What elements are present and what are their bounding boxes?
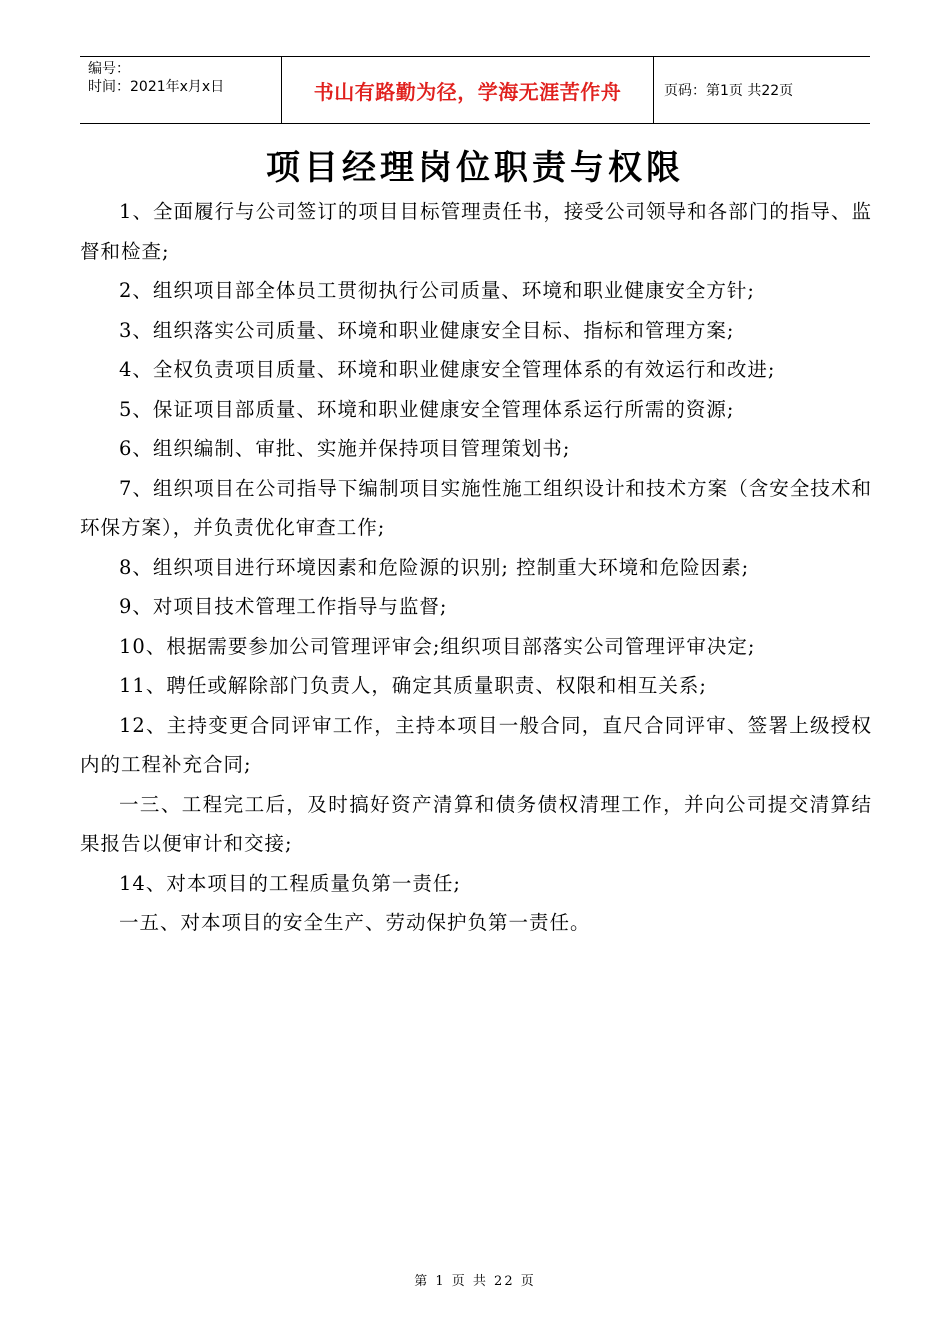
list-item: 6、组织编制、审批、实施并保持项目管理策划书; (119, 437, 571, 460)
list-item: 3、组织落实公司质量、环境和职业健康安全目标、指标和管理方案; (119, 318, 735, 342)
list-item: 一三、工程完工后，及时搞好资产清算和债务债权清理工作，并向公司提交清算结果报告以便审计和交接; (80, 792, 872, 855)
list-item: 11、聘任或解除部门负责人，确定其质量职责、权限和相互关系; (119, 674, 707, 697)
page-header (80, 56, 870, 124)
list-item: 10、根据需要参加公司管理评审会;组织项目部落实公司管理评审决定; (119, 634, 756, 658)
header-page-cell (654, 57, 870, 123)
document-time-label: 时间：2021年x月x日 (88, 79, 225, 95)
list-item: 2、组织项目部全体员工贯彻执行公司质量、环境和职业健康安全方针; (119, 279, 755, 302)
header-meta (80, 57, 282, 123)
header-motto-cell (282, 57, 654, 123)
header-motto: 书山有路勤为径，学海无涯苦作舟 (313, 79, 622, 104)
header-page-label: 页码：第1页 共22页 (664, 83, 794, 99)
responsibility-list (80, 192, 872, 943)
document-number-label: 编号： (88, 61, 130, 77)
list-item: 1、全面履行与公司签订的项目目标管理责任书，接受公司领导和各部门的指导、监督和检查; (80, 200, 872, 263)
list-item: 4、全权负责项目质量、环境和职业健康安全管理体系的有效运行和改进; (119, 358, 776, 381)
page-footer: 第 1 页 共 22 页 (414, 1274, 536, 1289)
list-item: 7、组织项目在公司指导下编制项目实施性施工组织设计和技术方案（含安全技术和环保方案），并负责优化审查工作; (80, 476, 872, 539)
list-item: 9、对项目技术管理工作指导与监督; (119, 595, 448, 618)
document-title: 项目经理岗位职责与权限 (266, 148, 684, 188)
list-item: 5、保证项目部质量、环境和职业健康安全管理体系运行所需的资源; (119, 397, 735, 421)
list-item: 8、组织项目进行环境因素和危险源的识别; 控制重大环境和危险因素; (119, 555, 750, 579)
list-item: 14、对本项目的工程质量负第一责任; (119, 871, 461, 895)
list-item: 12、主持变更合同评审工作，主持本项目一般合同，直尺合同评审、签署上级授权内的工程补充合同; (80, 713, 872, 776)
list-item: 一五、对本项目的安全生产、劳动保护负第一责任。 (119, 911, 591, 934)
